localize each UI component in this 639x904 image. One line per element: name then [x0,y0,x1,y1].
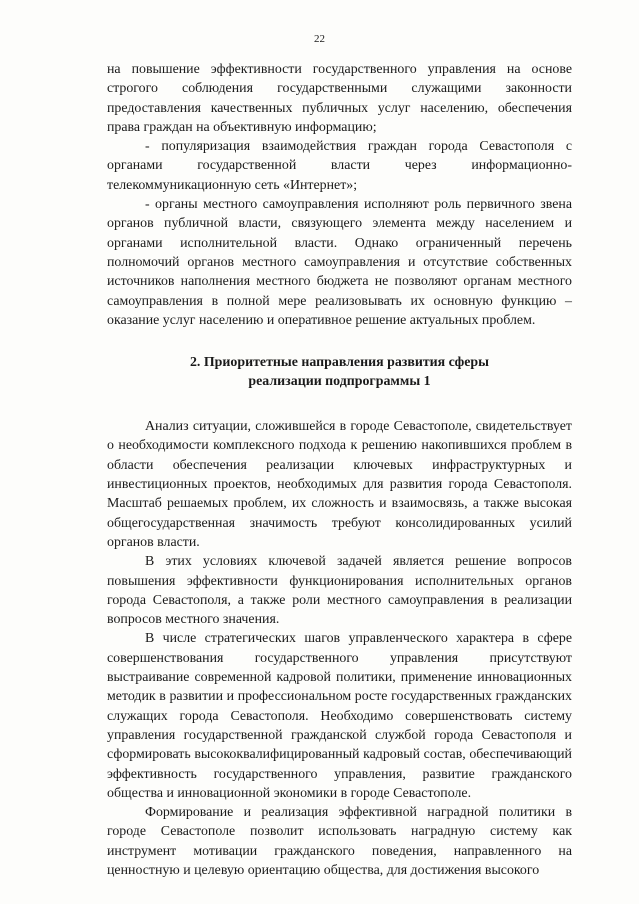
paragraph: Формирование и реализация эффективной наградной политики в городе Севастополе позволит использовать наградную систему как инструмент мотивации гражданского поведения, направленного на ценностную и целевую ориентацию общества, для достижения высокого [107,805,572,878]
document-body [107,60,572,880]
list-item: - популяризация взаимодействия граждан города Севастополя с органами государственной власти через информационно-телекоммуникационную сеть «Интернет»; [107,139,572,193]
section-heading-line: реализации подпрограммы 1 [248,374,431,390]
list-item: - органы местного самоуправления исполняют роль первичного звена органов публичной власти, связующего элемента между населением и органами исполнительной власти. Однако ограниченный перечень полномочий органов местного самоуправления и отсутствие собственных источников наполнения местного бюджета не позволяют органам местного самоуправления в полной мере реализовывать их основную функцию – оказание услуг населению и оперативное решение актуальных проблем. [107,197,572,328]
section-heading-line: 2. Приоритетные направления развития сферы [189,355,489,371]
paragraph: В числе стратегических шагов управленческого характера в сфере совершенствования государственного управления присутствуют выстраивание современной кадровой политики, применение инновационных методик в развитии и профессиональном росте государственных гражданских служащих города Севастополя. Необходимо совершенствовать систему управления государственной гражданской службой города Севастополя и сформировать высококвалифицированный кадровый состав, обеспечивающий эффективность государственного управления, развитие гражданского общества и инновационной экономики в городе Севастополе. [107,631,572,801]
paragraph: В этих условиях ключевой задачей является решение вопросов повышения эффективности функционирования исполнительных органов города Севастополя, а также роли местного самоуправления в реализации вопросов местного значения. [107,554,572,628]
paragraph: на повышение эффективности государственного управления на основе строгого соблюдения государственными служащими законности предоставления качественных публичных услуг населению, обеспечения права граждан на объективную информацию; [107,62,572,135]
paragraph: Анализ ситуации, сложившейся в городе Севастополе, свидетельствует о необходимости комплексного подхода к решению накопившихся проблем в области обеспечения реализации ключевых инфраструктурных и инвестиционных проектов, необходимых для развития города Севастополя. Масштаб решаемых проблем, их сложность и взаимосвязь, а также высокая общегосударственная значимость требуют консолидированных усилий органов власти. [107,419,572,550]
page-number: 22 [314,33,325,45]
section-heading [107,353,572,391]
